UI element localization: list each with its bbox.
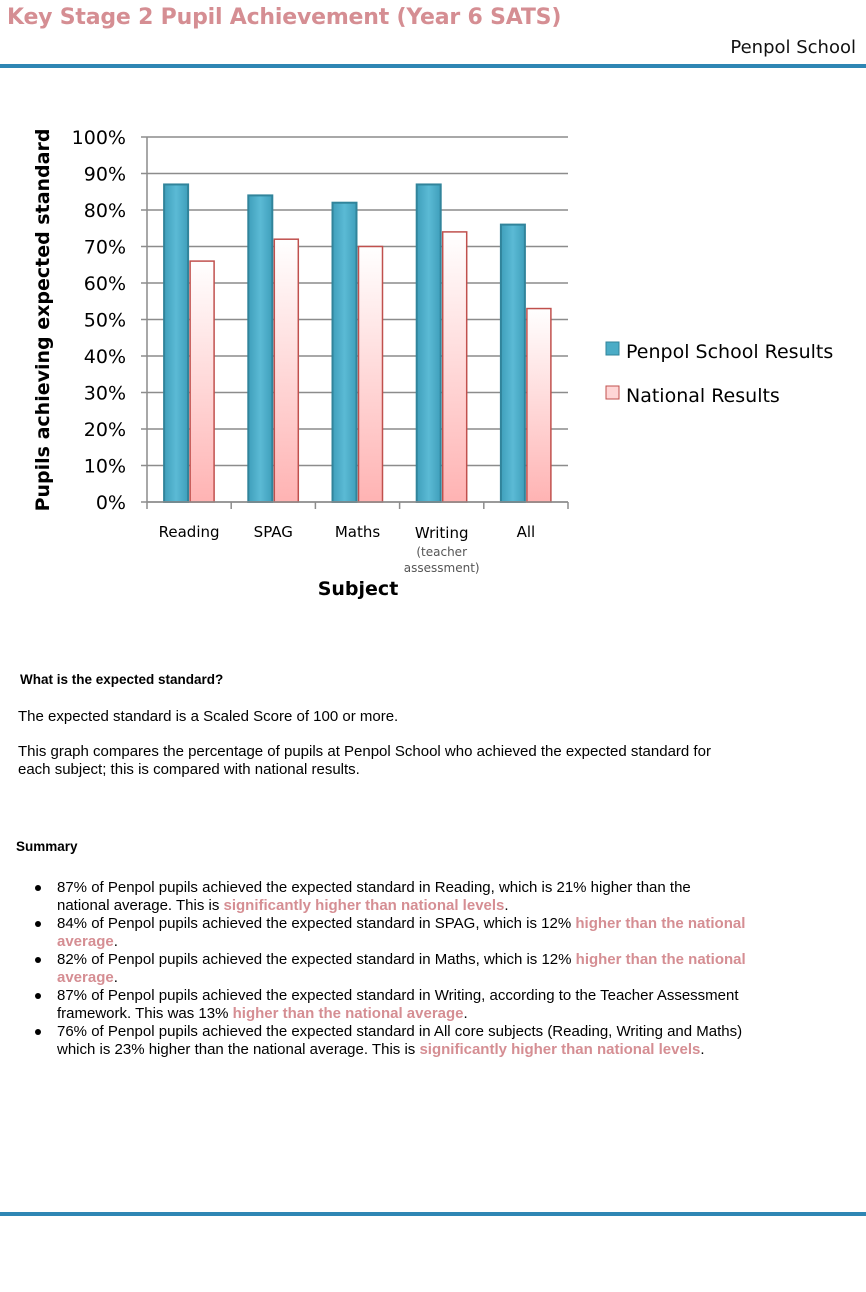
legend-label-school: Penpol School Results: [626, 341, 834, 363]
y-tick-label: 80%: [83, 200, 126, 222]
legend-swatch-national: [606, 386, 619, 399]
x-tick-sublabel: assessment): [403, 561, 480, 575]
summary-heading: Summary: [16, 839, 78, 854]
bar-national-all: [527, 309, 551, 502]
header-rule: [0, 64, 866, 68]
y-tick-label: 50%: [83, 309, 126, 332]
x-tick-label: SPAG: [253, 523, 293, 541]
bar-national-spag: [274, 239, 298, 502]
y-tick-label: 40%: [83, 346, 126, 368]
x-tick-label: Writing: [414, 524, 469, 542]
y-tick-label: 0%: [95, 492, 126, 514]
x-tick-sublabel: (teacher: [416, 545, 468, 559]
footer-rule: [0, 1212, 866, 1216]
legend-label-national: National Results: [626, 385, 780, 407]
summary-item: 76% of Penpol pupils achieved the expected standard in All core subjects (Reading, Writing and Maths) which is 23% higher than the national average. This is significantly higher than national levels.: [57, 1023, 747, 1059]
y-tick-label: 30%: [83, 382, 126, 405]
y-tick-label: 70%: [83, 236, 126, 259]
bar-school-spag: [248, 195, 272, 502]
x-tick-label: All: [516, 523, 536, 541]
summary-item: 87% of Penpol pupils achieved the expected standard in Reading, which is 21% higher than the national average. This is significantly higher than national levels.: [57, 879, 747, 915]
bar-national-maths: [359, 247, 383, 503]
expected-standard-heading: What is the expected standard?: [20, 672, 224, 687]
bar-national-writing: [443, 232, 467, 502]
chart-legend: [606, 341, 833, 407]
y-tick-label: 90%: [83, 163, 126, 186]
bar-national-reading: [190, 261, 214, 502]
y-tick-label: 100%: [71, 127, 126, 149]
x-tick-label: Maths: [334, 523, 381, 541]
x-tick-label: Reading: [158, 523, 220, 541]
bar-school-maths: [333, 203, 357, 502]
bar-school-writing: [417, 184, 441, 502]
y-tick-label: 60%: [83, 273, 126, 295]
school-name: Penpol School: [730, 37, 856, 58]
bar-school-reading: [164, 184, 188, 502]
chart-bars: [164, 184, 551, 502]
graph-description: This graph compares the percentage of pupils at Penpol School who achieved the expected standard for each subject; this is compared with national results.: [18, 743, 711, 778]
summary-list: [57, 879, 747, 1059]
summary-item: 87% of Penpol pupils achieved the expected standard in Writing, according to the Teacher Assessment framework. This was 13% higher than the national average.: [57, 987, 747, 1023]
expected-standard-definition: The expected standard is a Scaled Score of 100 or more.: [18, 708, 399, 725]
summary-item: 82% of Penpol pupils achieved the expected standard in Maths, which is 12% higher than the national average.: [57, 951, 746, 986]
y-tick-label: 10%: [83, 455, 126, 478]
page-title: Key Stage 2 Pupil Achievement (Year 6 SATS): [7, 5, 562, 30]
achievement-chart: [0, 100, 866, 620]
x-axis-title: Subject: [317, 578, 399, 600]
y-tick-label: 20%: [83, 419, 126, 441]
y-axis-title: Pupils achieving expected standard: [32, 128, 54, 512]
bar-school-all: [501, 225, 525, 502]
legend-swatch-school: [606, 342, 619, 355]
summary-item: 84% of Penpol pupils achieved the expected standard in SPAG, which is 12% higher than the national average.: [57, 915, 746, 950]
